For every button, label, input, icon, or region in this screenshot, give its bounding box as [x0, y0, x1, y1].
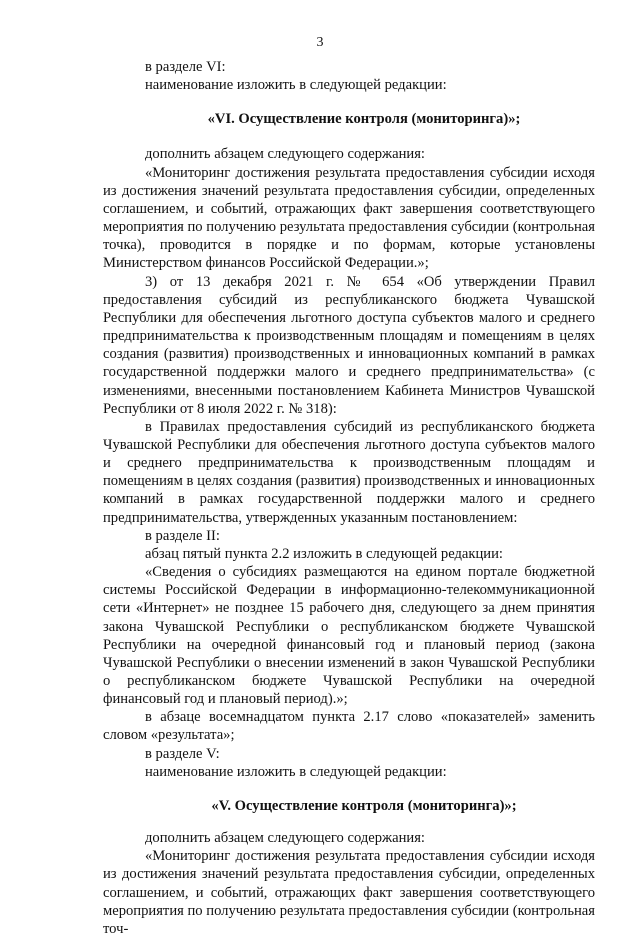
paragraph: 3) от 13 декабря 2021 г. № 654 «Об утверждении Правил предоставления субсидий из республиканского бюджета Чувашской Республики для обеспечения льготного доступа субъектов малого и среднего предпринимательства к производственным площадям и помещениям в целях создания (развития) производственных и инновационных компаний в рамках государственной поддержки малого и среднего предпринимательства» (с изменениями, внесенными постановлением Кабинета Министров Чувашской Республики от 8 июля 2022 г. № 318): [103, 273, 595, 417]
document-body [103, 58, 595, 938]
section-heading: «VI. Осуществление контроля (мониторинга)»; [207, 111, 521, 128]
paragraph: наименование изложить в следующей редакции: [145, 763, 447, 780]
paragraph: в разделе II: [145, 527, 220, 544]
paragraph: абзац пятый пункта 2.2 изложить в следующей редакции: [145, 545, 503, 562]
paragraph: в Правилах предоставления субсидий из республиканского бюджета Чувашской Республики для обеспечения льготного доступа субъектов малого и среднего предпринимательства к производственным площадям и помещениям в целях создания (развития) производственных и инновационных компаний в рамках государственной поддержки малого и среднего предпринимательства, утвержденных указанным постановлением: [103, 418, 595, 526]
paragraph: в абзаце восемнадцатом пункта 2.17 слово «показателей» заменить словом «результата»; [103, 709, 595, 744]
paragraph: наименование изложить в следующей редакции: [145, 77, 447, 94]
page-number: 3 [316, 35, 324, 50]
paragraph: дополнить абзацем следующего содержания: [145, 146, 425, 163]
paragraph: «Сведения о субсидиях размещаются на едином портале бюджетной системы Российской Федерации в информационно-телекоммуникационной сети «Интернет» не позднее 15 рабочего дня, следующего за днем принятия закона Чувашской Республики о республиканском бюджете Чувашской Республики на очередной финансовый год и плановый период (закона Чувашской Республики о внесении изменений в закон Чувашской Республики о республиканском бюджете Чувашской Республики на очередной финансовый год и плановый период).»; [103, 564, 595, 708]
paragraph: «Мониторинг достижения результата предоставления субсидии исходя из достижения значений результата предоставления субсидии, определенных соглашением, и событий, отражающих факт завершения соответствующего мероприятия по получению результата предоставления субсидии (контрольная точка), проводится в порядке и по формам, которые установлены Министерством финансов Российской Федерации.»; [103, 164, 595, 272]
section-heading: «V. Осуществление контроля (мониторинга)»; [211, 797, 517, 814]
paragraph: в разделе VI: [145, 59, 226, 75]
paragraph: «Мониторинг достижения результата предоставления субсидии исходя из достижения значений результата предоставления субсидии, определенных соглашением, и событий, отражающих факт завершения соответствующего мероприятия по получению результата предоставления субсидии (контрольная точ- [103, 848, 595, 937]
paragraph: дополнить абзацем следующего содержания: [145, 830, 425, 847]
paragraph: в разделе V: [145, 745, 220, 762]
